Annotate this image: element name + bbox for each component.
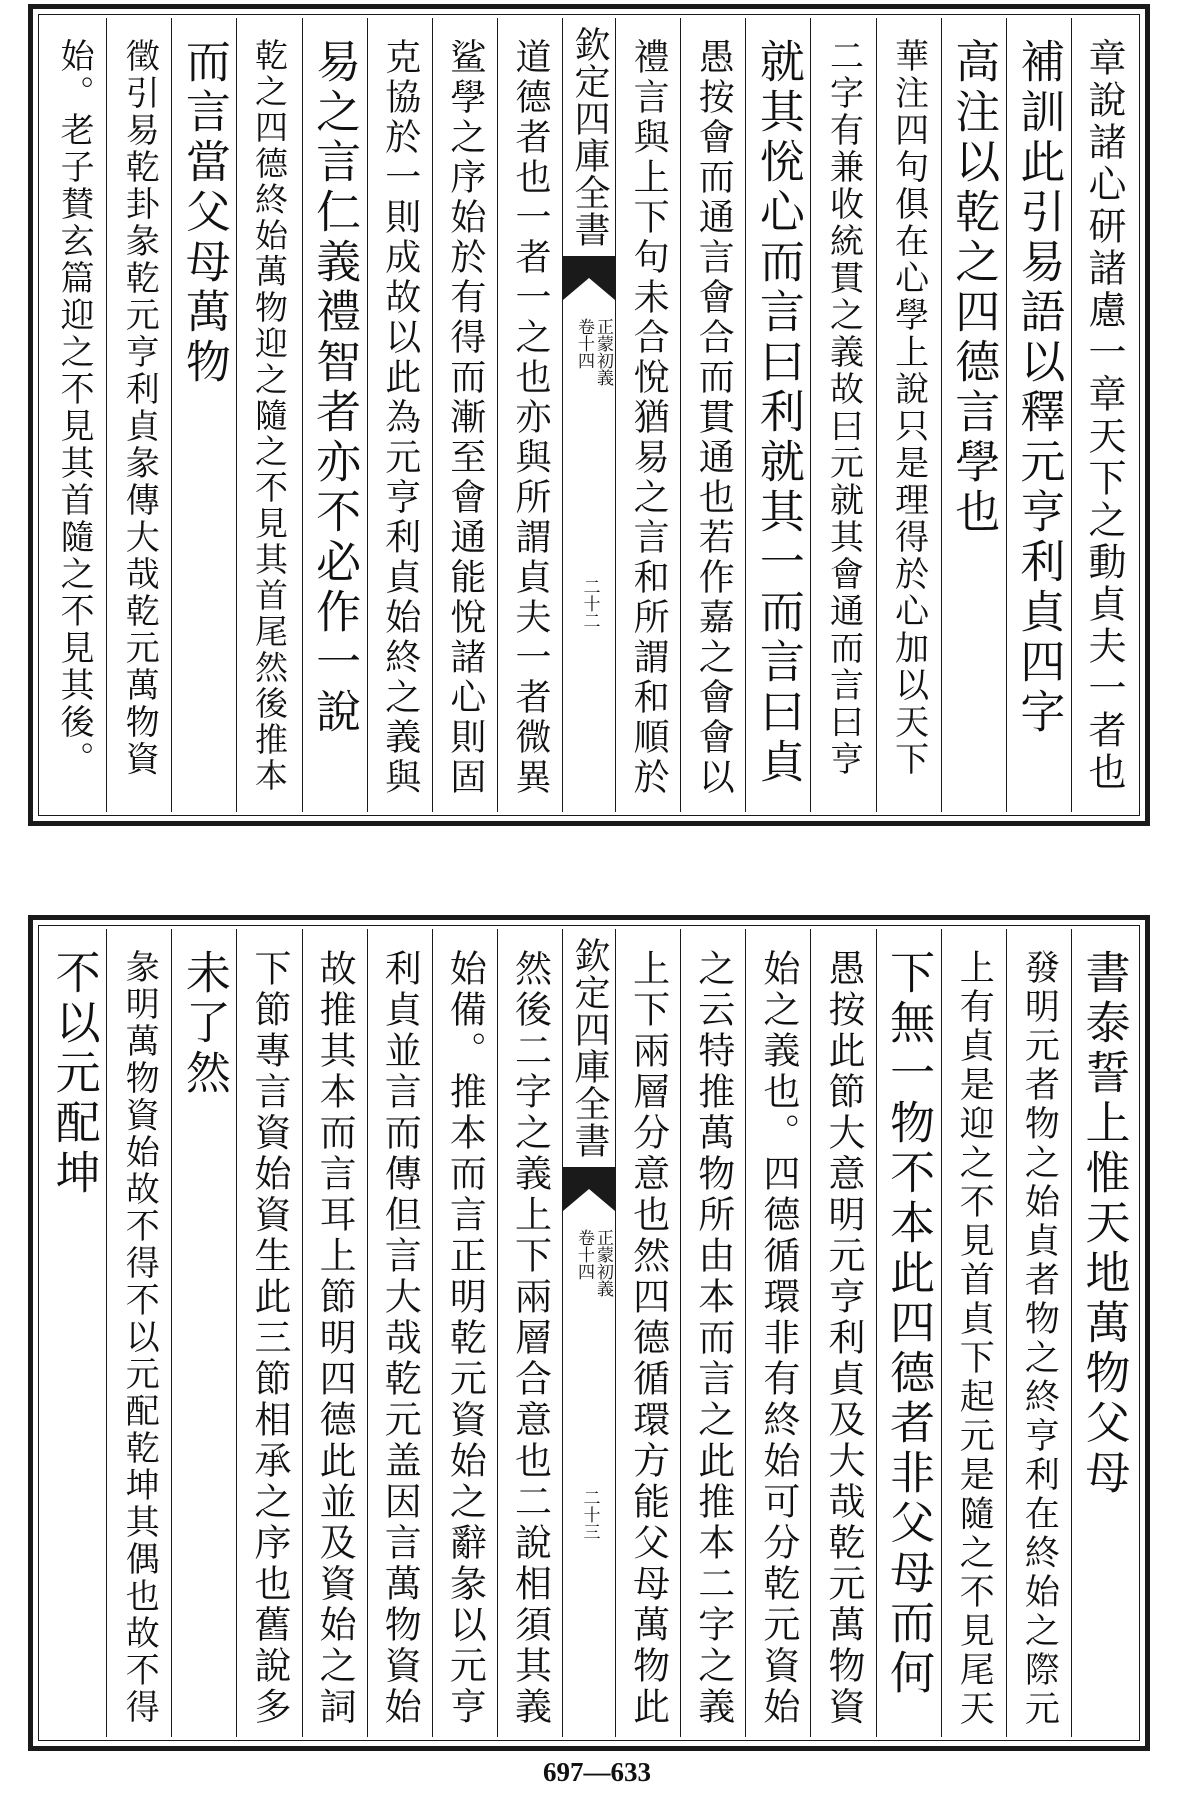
- text-column: [876, 18, 941, 812]
- center-title: 欽定四庫全書: [569, 26, 610, 248]
- column-text: 未了然: [177, 949, 231, 1099]
- text-column: [745, 18, 810, 812]
- upper-column-grid: [42, 18, 1136, 812]
- column-text: 上有貞是迎之不見首貞下起元是隨之不見尾天: [954, 949, 995, 1729]
- column-text: 而言當父母萬物: [177, 38, 231, 388]
- folio-number: 二十三: [579, 1489, 600, 1540]
- text-column: [42, 18, 106, 812]
- text-column: [302, 18, 367, 812]
- column-text: 始。老子賛玄篇迎之不見其首隨之不見其後。: [54, 38, 95, 778]
- column-text: 下無一物不本此四德者非父母而何: [882, 949, 936, 1699]
- column-text: 徵引易乾卦彖乾元亨利貞彖傳大哉乾元萬物資: [119, 38, 160, 778]
- text-column: [810, 929, 875, 1737]
- column-text: 克協於一則成故以此為元亨利貞始終之義與: [379, 38, 421, 798]
- text-column: [941, 18, 1006, 812]
- column-text: 禮言與上下句未合悅猶易之言和所謂和順於: [628, 38, 670, 798]
- text-column: [680, 18, 745, 812]
- column-text: 章說諸心研諸慮一章天下之動貞夫一者也: [1081, 38, 1126, 794]
- text-column: [745, 929, 810, 1737]
- center-volume: 卷十四: [574, 1229, 594, 1280]
- folio-number: 二十二: [579, 578, 600, 629]
- text-column: [941, 929, 1006, 1737]
- fishtail-mark-icon: [563, 256, 615, 302]
- text-column: [367, 929, 432, 1737]
- column-text: 上下兩層分意也然四德循環方能父母萬物此: [626, 949, 670, 1728]
- text-column: [810, 18, 875, 812]
- text-column: [615, 18, 680, 812]
- column-text: 道德者也一者一之也亦與所謂貞夫一者微異: [509, 38, 551, 798]
- column-text: 不以元配坤: [47, 949, 101, 1199]
- column-text: 之云特推萬物所由本而言之此推本二字之義: [691, 949, 735, 1728]
- column-text: 易之言仁義禮智者亦不必作一說: [308, 38, 362, 738]
- page-number: 697—633: [543, 1757, 651, 1787]
- text-column: [106, 18, 171, 812]
- text-column: [1006, 18, 1071, 812]
- center-book-title: 正蒙初義: [593, 318, 613, 386]
- lower-column-grid: [42, 929, 1136, 1737]
- center-volume: 卷十四: [574, 318, 594, 369]
- column-text: 鲨學之序始於有得而漸至會通能悅諸心則固: [444, 38, 486, 798]
- column-text: 二字有兼收統貫之義故曰元就其會通而言曰亨: [823, 38, 864, 778]
- column-text: 下節專言資始資生此三節相承之序也舊說多: [247, 949, 291, 1728]
- column-text: 書泰誓上惟天地萬物父母: [1077, 949, 1131, 1499]
- column-text: 就其恱心而言曰利就其一而言曰貞: [751, 38, 805, 788]
- column-text: 發明元者物之始貞者物之終亨利在終始之際元: [1019, 949, 1060, 1729]
- text-column: [367, 18, 432, 812]
- column-text: 彖明萬物資始故不得不以元配乾坤其偶也故不得: [119, 949, 160, 1726]
- text-column: [680, 929, 745, 1737]
- text-column: [42, 929, 106, 1737]
- column-text: 乾之四德終始萬物迎之隨之不見其首尾然後推本: [249, 38, 289, 794]
- text-column: [236, 18, 301, 812]
- column-text: 高注以乾之四德言學也: [947, 38, 1001, 538]
- column-text: 始備。推本而言正明乾元資始之辭彖以元亨: [443, 949, 487, 1728]
- text-column: [432, 929, 497, 1737]
- text-column: [1006, 929, 1071, 1737]
- text-column: [236, 929, 301, 1737]
- text-column: [106, 929, 171, 1737]
- column-text: 始之義也。四德循環非有終始可分乾元資始: [756, 949, 800, 1728]
- text-column: [171, 929, 236, 1737]
- fishtail-mark-icon: [563, 1167, 615, 1213]
- column-text: 愚按會而通言會合而貫通也若作嘉之會會以: [693, 38, 735, 798]
- text-column: [497, 929, 562, 1737]
- center-margin-column: [562, 18, 615, 812]
- text-column: [497, 18, 562, 812]
- text-column: [1071, 18, 1136, 812]
- text-column: [302, 929, 367, 1737]
- center-margin-column: [562, 929, 615, 1737]
- column-text: 然後二字之義上下兩層合意也二說相須其義: [508, 949, 552, 1728]
- column-text: 愚按此節大意明元亨利貞及大哉乾元萬物資: [821, 949, 865, 1728]
- center-title: 欽定四庫全書: [569, 937, 610, 1159]
- text-column: [171, 18, 236, 812]
- lower-text-page: [28, 915, 1150, 1751]
- text-column: [1071, 929, 1136, 1737]
- column-text: 華注四句俱在心學上說只是理得於心加以天下: [888, 38, 929, 778]
- center-book-title: 正蒙初義: [593, 1229, 613, 1297]
- upper-text-page: [28, 4, 1150, 826]
- text-column: [876, 929, 941, 1737]
- text-column: [432, 18, 497, 812]
- column-text: 利貞並言而傳但言大哉乾元盖因言萬物資始: [378, 949, 422, 1728]
- column-text: 故推其本而言耳上節明四德此並及資始之詞: [313, 949, 357, 1728]
- text-column: [615, 929, 680, 1737]
- column-text: 補訓此引易語以釋元亨利貞四字: [1012, 38, 1066, 738]
